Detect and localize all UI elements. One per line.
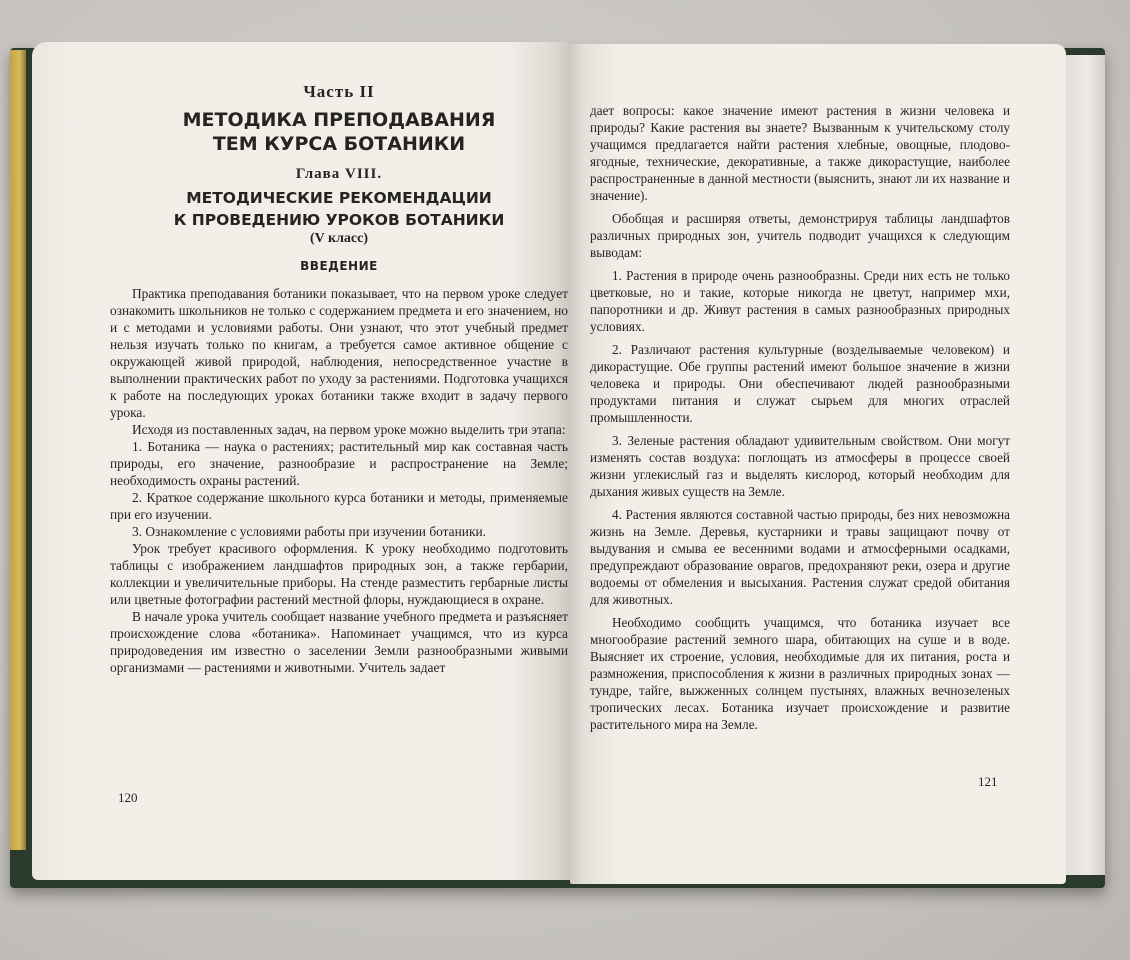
paragraph: Обобщая и расширяя ответы, демонстрируя таблицы ландшафтов различных природных зон, учитель подводит учащихся к следующим выводам: (590, 211, 1010, 260)
part-heading: Часть II (303, 82, 375, 101)
list-item: 3. Ознакомление с условиями работы при изучении ботаники. (132, 524, 486, 539)
page-number: 120 (118, 790, 138, 805)
subtitle-line-2: К ПРОВЕДЕНИЮ УРОКОВ БОТАНИКИ (173, 211, 505, 229)
list-item: 2. Различают растения культурные (возделываемые человеком) и дикорастущие. Обе группы растений имеют большое значение в жизни человека и природы. Они обеспечивают людей разнообразными продуктами питания и служат сырьем для многих отраслей промышленности. (590, 342, 1010, 425)
paragraph: Необходимо сообщить учащимся, что ботаника изучает все многообразие растений земного шара, обитающих на суше и в воде. Выясняет их строение, условия, необходимые для их питания, роста и размножения, приспособления к жизни в различных природных зонах — тундре, тайге, выжженных солнцем пустынях, влажных вечнозеленых тропических лесах. Ботаника изучает происхождение и развитие растительного мира на Земле. (590, 615, 1010, 732)
page-block-edge (1060, 55, 1105, 875)
list-item: 1. Растения в природе очень разнообразны. Среди них есть не только цветковые, но и такие, которые никогда не цветут, например мхи, папоротники и др. Живут растения в самых разнообразных природных условиях. (590, 268, 1010, 334)
chapter-heading: Глава VIII. (295, 166, 383, 182)
right-page (570, 44, 1066, 884)
page-number: 121 (978, 774, 998, 789)
paragraph: дает вопросы: какое значение имеют растения в жизни человека и природы? Какие растения вы знаете? Вызванным к учительскому столу учащимся предлагается найти растения хлебные, овощные, плодово-ягодные, технические, декоративные, а также дикорастущие, наиболее распространенные в данной местности (выяснить, знают ли их название и значение). (590, 103, 1010, 203)
paragraph: Практика преподавания ботаники показывает, что на первом уроке следует ознакомить школьников не только с содержанием предмета и его значением, но и с методами и условиями работы. Они узнают, что этот учебный предмет нельзя изучать только по книгам, а требуется самое активное общение с окружающей живой природой, наблюдения, непосредственное участие в выполнении практических работ по уходу за растениями. Подготовка учащихся к работе на последующих уроках ботаники также входит в задачу первого урока. (110, 286, 568, 420)
paragraph: В начале урока учитель сообщает название учебного предмета и разъясняет происхождение слова «ботаника». Напоминает учащимся, что из курса природоведения им известно о заселении Земли разнообразными живыми организмами — растениями и животными. Учитель задает (110, 609, 568, 675)
title-line-1: МЕТОДИКА ПРЕПОДАВАНИЯ (182, 109, 496, 131)
class-label: (V класс) (309, 231, 369, 246)
title-line-2: ТЕМ КУРСА БОТАНИКИ (212, 133, 466, 155)
list-item: 2. Краткое содержание школьного курса ботаники и методы, применяемые при его изучении. (110, 490, 568, 522)
left-page (32, 42, 572, 880)
cover-spine-edge (10, 50, 26, 850)
list-item: 1. Ботаника — наука о растениях; растительный мир как составная часть природы, его значение, разнообразие и распространение на Земле; необходимость охраны растений. (110, 439, 568, 488)
right-page-content (590, 102, 1010, 739)
left-page-content (110, 82, 568, 676)
subtitle-line-1: МЕТОДИЧЕСКИЕ РЕКОМЕНДАЦИИ (186, 189, 492, 207)
paragraph: Урок требует красивого оформления. К уроку необходимо подготовить таблицы с изображением ландшафтов природных зон, а также гербарии, коллекции и увеличительные приборы. На стенде разместить гербарные листы или цветные фотографии растений местной флоры, нуждающиеся в охране. (110, 541, 568, 607)
list-item: 3. Зеленые растения обладают удивительным свойством. Они могут изменять состав воздуха: поглощать из атмосферы в процессе своей жизни углекислый газ и выделять кислород, который необходим для дыхания живых существ на Земле. (590, 433, 1010, 499)
list-item: 4. Растения являются составной частью природы, без них невозможна жизнь на Земле. Деревья, кустарники и травы защищают почву от выдувания и смыва ее весенними водами и атмосферными осадками, предупреждают образование оврагов, предохраняют реки, озера и другие водоемы от обмеления и высыхания. Растения служат средой обитания для животных. (590, 507, 1010, 607)
section-heading: ВВЕДЕНИЕ (300, 259, 378, 273)
paragraph: Исходя из поставленных задач, на первом уроке можно выделить три этапа: (132, 422, 566, 437)
